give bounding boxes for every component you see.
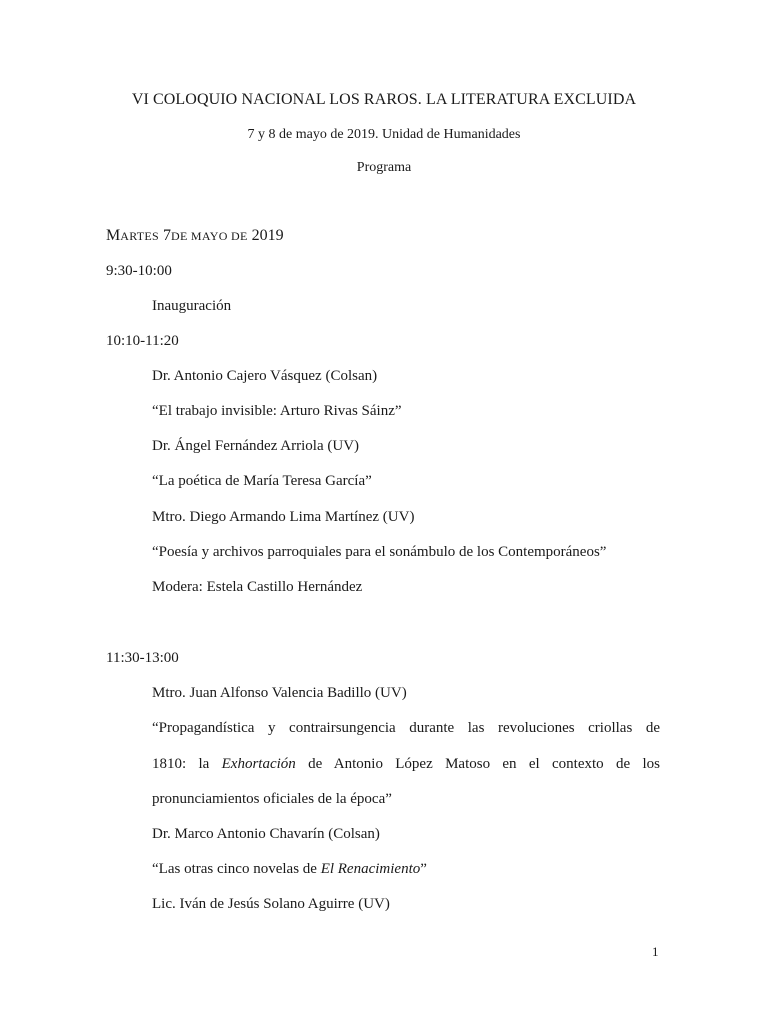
day-heading-rest: ARTES: [120, 229, 160, 243]
talk-title-fragment: de Antonio López Matoso en el contexto de los: [295, 756, 660, 772]
day-heading-month: DE MAYO DE: [171, 229, 248, 243]
programa-label: Programa: [356, 160, 412, 175]
talk-title: [152, 859, 427, 879]
session-time: 9:30-10:00: [106, 263, 172, 279]
session-item: Inauguración: [152, 298, 232, 314]
talk-title-fragment: “Las otras cinco novelas de: [152, 861, 321, 877]
talk-title-fragment: 1810: la: [152, 756, 222, 772]
page-number: 1: [652, 944, 659, 959]
talk-title: “El trabajo invisible: Arturo Rivas Sáinz”: [152, 403, 402, 419]
day-heading-number: 7: [159, 227, 172, 244]
session-time: 10:10-11:20: [106, 333, 179, 349]
talk-title-italic: El Renacimiento: [320, 861, 421, 877]
speaker-name: Mtro. Juan Alfonso Valencia Badillo (UV): [152, 685, 407, 701]
talk-title-line: [152, 754, 660, 774]
event-dates: 7 y 8 de mayo de 2019. Unidad de Humanidades: [247, 127, 521, 142]
talk-title-line: “Propagandística y contrairsungencia durante las revoluciones criollas de: [152, 720, 660, 736]
talk-title-fragment: ”: [420, 861, 427, 877]
document-title: VI COLOQUIO NACIONAL LOS RAROS. LA LITERATURA EXCLUIDA: [131, 91, 637, 108]
talk-title: “La poética de María Teresa García”: [152, 473, 372, 489]
speaker-name: Dr. Antonio Cajero Vásquez (Colsan): [152, 368, 378, 384]
moderator: Modera: Estela Castillo Hernández: [152, 579, 363, 595]
day-heading: [106, 226, 284, 246]
speaker-name: Mtro. Diego Armando Lima Martínez (UV): [152, 509, 415, 525]
talk-title: “Poesía y archivos parroquiales para el sonámbulo de los Contemporáneos”: [152, 544, 607, 560]
speaker-name: Dr. Marco Antonio Chavarín (Colsan): [152, 826, 380, 842]
talk-title-line: pronunciamientos oficiales de la época”: [152, 791, 392, 807]
speaker-name: Dr. Ángel Fernández Arriola (UV): [152, 438, 360, 454]
speaker-name: Lic. Iván de Jesús Solano Aguirre (UV): [152, 896, 390, 912]
day-heading-initial: M: [106, 227, 121, 244]
day-heading-year: 2019: [247, 227, 284, 244]
session-time: 11:30-13:00: [106, 650, 179, 666]
talk-title-italic: Exhortación: [221, 756, 296, 772]
